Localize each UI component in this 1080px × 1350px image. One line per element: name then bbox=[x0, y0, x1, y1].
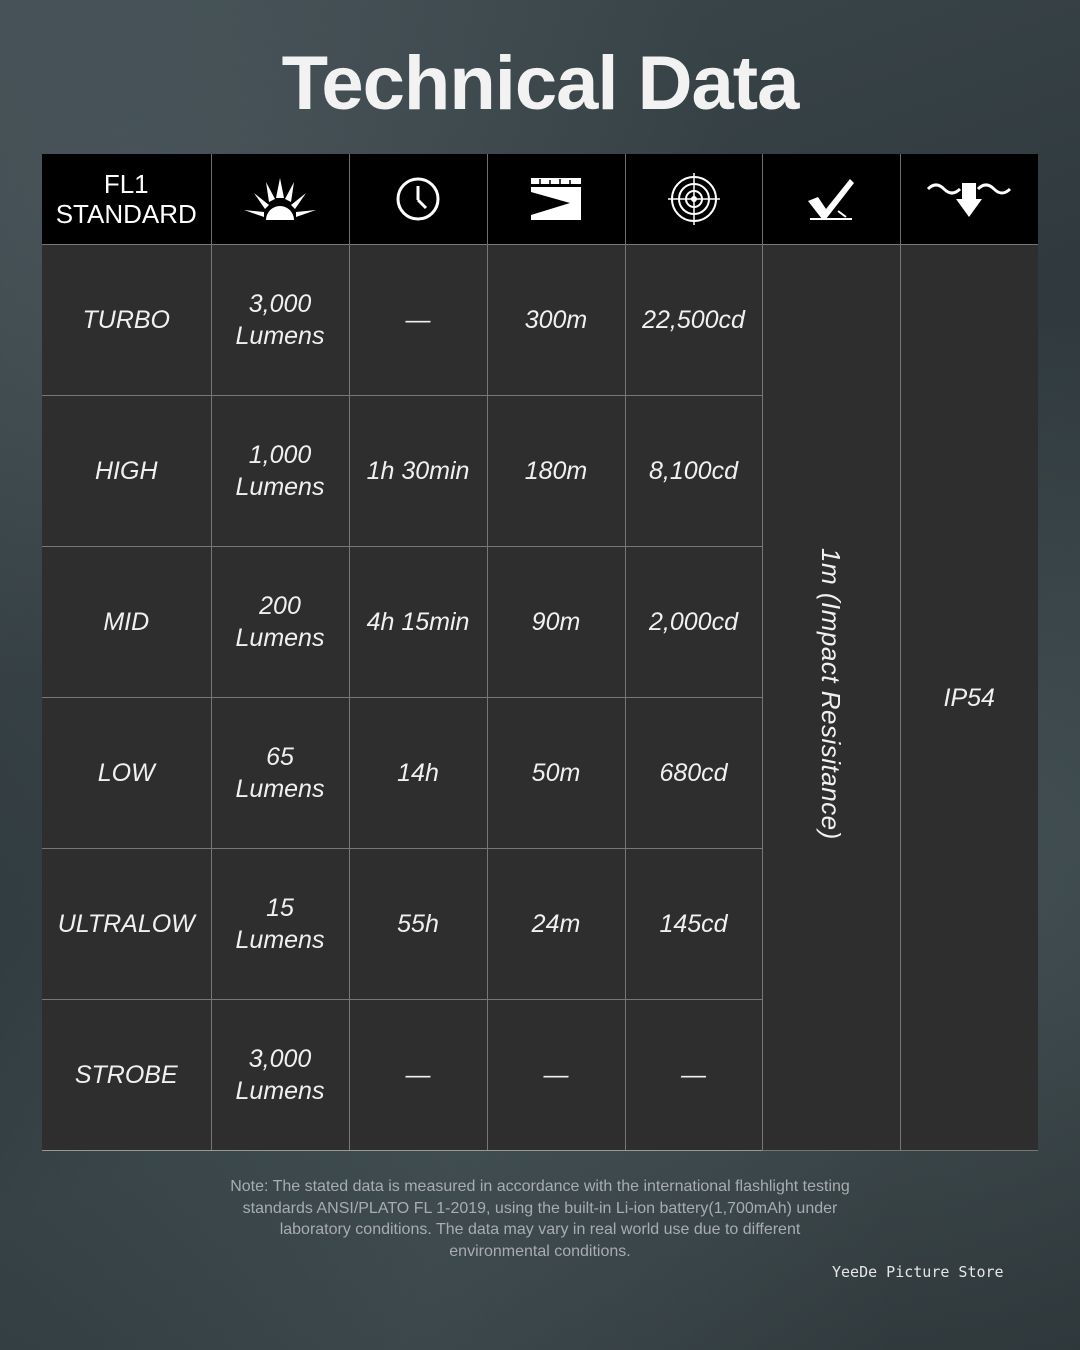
brightness-icon bbox=[211, 154, 349, 245]
output-unit: Lumens bbox=[235, 322, 325, 350]
distance-cell: 24m bbox=[487, 849, 625, 1000]
standard-line1: FL1 bbox=[103, 169, 149, 199]
table-header-row bbox=[42, 154, 1038, 245]
distance-cell: 50m bbox=[487, 698, 625, 849]
output-value: 1,000 bbox=[248, 441, 312, 469]
output-cell bbox=[211, 547, 349, 698]
output-cell bbox=[211, 698, 349, 849]
intensity-cell: 8,100cd bbox=[625, 396, 762, 547]
mode-cell: ULTRALOW bbox=[42, 849, 211, 1000]
output-value: 65 bbox=[266, 743, 294, 771]
page-title: Technical Data bbox=[281, 41, 799, 126]
runtime-cell: 55h bbox=[349, 849, 487, 1000]
intensity-cell: — bbox=[625, 1000, 762, 1151]
runtime-cell: — bbox=[349, 245, 487, 396]
output-cell bbox=[211, 245, 349, 396]
intensity-cell: 22,500cd bbox=[625, 245, 762, 396]
standard-line2: STANDARD bbox=[55, 199, 197, 229]
output-unit: Lumens bbox=[235, 624, 325, 652]
standard-header bbox=[42, 154, 211, 245]
intensity-target-icon bbox=[625, 154, 762, 245]
impact-resistance-icon bbox=[762, 154, 900, 245]
watermark: YeeDe Picture Store bbox=[832, 1263, 1004, 1281]
table-row bbox=[42, 245, 1038, 396]
distance-cell: 180m bbox=[487, 396, 625, 547]
mode-cell: MID bbox=[42, 547, 211, 698]
mode-cell: TURBO bbox=[42, 245, 211, 396]
waterproof-icon bbox=[900, 154, 1038, 245]
distance-cell: — bbox=[487, 1000, 625, 1151]
mode-cell: LOW bbox=[42, 698, 211, 849]
output-value: 3,000 bbox=[248, 290, 312, 318]
output-unit: Lumens bbox=[235, 1077, 325, 1105]
runtime-cell: 1h 30min bbox=[349, 396, 487, 547]
beam-distance-icon bbox=[487, 154, 625, 245]
water-rating-cell: IP54 bbox=[900, 245, 1038, 1151]
mode-cell: STROBE bbox=[42, 1000, 211, 1151]
output-unit: Lumens bbox=[235, 473, 325, 501]
distance-cell: 300m bbox=[487, 245, 625, 396]
output-value: 3,000 bbox=[248, 1045, 312, 1073]
output-value: 200 bbox=[259, 592, 301, 620]
impact-resistance-cell bbox=[762, 245, 900, 1151]
mode-cell: HIGH bbox=[42, 396, 211, 547]
distance-cell: 90m bbox=[487, 547, 625, 698]
intensity-cell: 2,000cd bbox=[625, 547, 762, 698]
output-cell bbox=[211, 396, 349, 547]
runtime-cell: 4h 15min bbox=[349, 547, 487, 698]
output-cell bbox=[211, 1000, 349, 1151]
runtime-cell: 14h bbox=[349, 698, 487, 849]
runtime-clock-icon bbox=[349, 154, 487, 245]
intensity-cell: 680cd bbox=[625, 698, 762, 849]
output-cell bbox=[211, 849, 349, 1000]
output-unit: Lumens bbox=[235, 926, 325, 954]
output-value: 15 bbox=[266, 894, 294, 922]
runtime-cell: — bbox=[349, 1000, 487, 1151]
footnote: Note: The stated data is measured in accordance with the international flashlight testing standards ANSI/PLATO FL 1-2019, using the built-in Li-ion battery(1,700mAh) under laboratory conditions. The data may vary in real world use due to different environmental conditions. bbox=[230, 1178, 850, 1260]
impact-resistance-text: 1m (Impact Resisitance) bbox=[816, 547, 846, 840]
technical-data-table bbox=[42, 154, 1038, 1151]
intensity-cell: 145cd bbox=[625, 849, 762, 1000]
output-unit: Lumens bbox=[235, 775, 325, 803]
